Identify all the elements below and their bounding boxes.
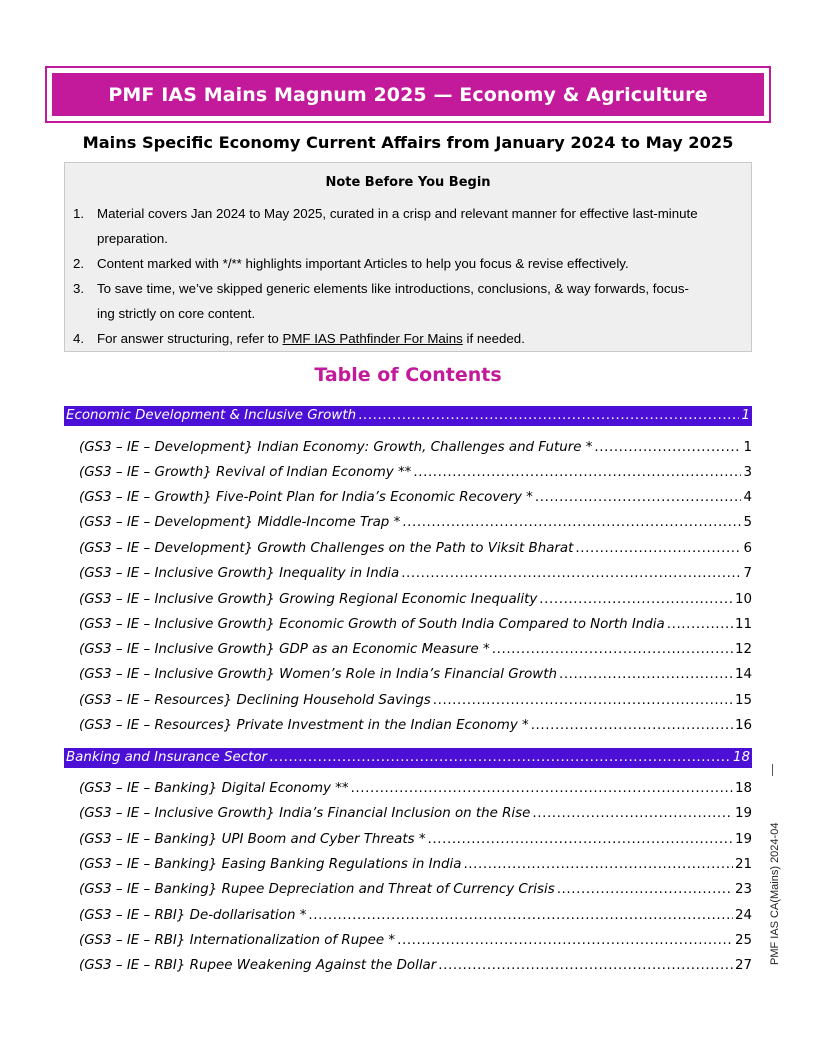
note-text: For answer structuring, refer to	[97, 331, 283, 346]
toc-entry[interactable]	[64, 777, 752, 797]
toc-page-number: 24	[734, 908, 752, 923]
toc-entry[interactable]	[64, 828, 752, 848]
toc-page-number: 3	[743, 465, 752, 480]
toc-page-number: 11	[734, 617, 752, 632]
toc-entry[interactable]	[64, 588, 752, 608]
header-banner	[45, 66, 771, 123]
toc-entry-title: (GS3 – IE – Banking} UPI Boom and Cyber Threats *	[79, 832, 426, 847]
toc-page-number: 7	[743, 566, 752, 581]
toc-entry-title: (GS3 – IE – Inclusive Growth} Economic Growth of South India Compared to North India	[79, 617, 665, 632]
toc-entry-title: (GS3 – IE – Development} Growth Challenges on the Path to Viksit Bharat	[79, 541, 574, 556]
toc-section-title: Banking and Insurance Sector	[66, 750, 268, 765]
toc-title: Table of Contents	[314, 364, 502, 386]
toc-entry[interactable]	[64, 689, 752, 709]
toc-leader	[492, 642, 733, 658]
toc-entry[interactable]	[64, 954, 752, 974]
toc-page-number: 25	[734, 933, 752, 948]
note-number: 3.	[73, 281, 85, 296]
note-text: Content marked with */** highlights important Articles to help you focus & revise effectively.	[97, 256, 629, 271]
toc-entry-title: (GS3 – IE – Development} Indian Economy: Growth, Challenges and Future *	[79, 440, 593, 455]
toc-page-number: 12	[734, 642, 752, 657]
toc-page-number: 5	[743, 515, 752, 530]
toc-entry[interactable]	[64, 613, 752, 633]
toc-entry[interactable]	[64, 537, 752, 557]
toc-leader	[539, 592, 733, 608]
toc-entry-title: (GS3 – IE – Growth} Revival of Indian Economy **	[79, 465, 412, 480]
margin-tick	[772, 764, 773, 776]
toc-leader	[532, 806, 733, 822]
note-item	[73, 251, 743, 276]
toc-leader	[575, 541, 741, 557]
toc-leader	[351, 781, 733, 797]
banner-title: PMF IAS Mains Magnum 2025 — Economy & Agriculture	[52, 73, 764, 116]
note-text: Material covers Jan 2024 to May 2025, curated in a crisp and relevant manner for effective last-minute	[97, 206, 698, 221]
toc-leader	[402, 515, 741, 531]
toc-leader	[308, 908, 733, 924]
toc-entry-title: (GS3 – IE – Resources} Declining Household Savings	[79, 693, 431, 708]
pathfinder-link[interactable]: PMF IAS Pathfinder For Mains	[282, 331, 463, 346]
toc-leader	[413, 465, 741, 481]
toc-page-number: 27	[734, 958, 752, 973]
toc-section-banking-insurance[interactable]	[64, 748, 752, 768]
toc-page-number: 19	[734, 832, 752, 847]
side-label: PMF IAS CA(Mains) 2024-04	[769, 822, 781, 965]
toc-leader	[559, 667, 733, 683]
toc-page-number: 4	[743, 490, 752, 505]
note-item	[73, 326, 743, 351]
toc-leader	[401, 566, 741, 582]
toc-page-number: 16	[734, 718, 752, 733]
toc-entry-title: (GS3 – IE – RBI} Rupee Weakening Against the Dollar	[79, 958, 437, 973]
toc-entry-title: (GS3 – IE – Growth} Five-Point Plan for India’s Economic Recovery *	[79, 490, 533, 505]
toc-entry[interactable]	[64, 663, 752, 683]
toc-leader	[269, 750, 731, 766]
note-item	[73, 201, 743, 251]
toc-page-number: 23	[734, 882, 752, 897]
note-number: 2.	[73, 256, 85, 271]
toc-entry-title: (GS3 – IE – Development} Middle-Income Trap *	[79, 515, 401, 530]
toc-entry[interactable]	[64, 853, 752, 873]
note-text-suffix: if needed.	[462, 331, 525, 346]
toc-leader	[397, 933, 733, 949]
note-text: To save time, we’ve skipped generic elements like introductions, conclusions, & way forwards, focus-	[97, 281, 689, 296]
toc-leader	[667, 617, 733, 633]
toc-page-number: 19	[734, 806, 752, 821]
toc-leader	[358, 408, 739, 424]
toc-entry[interactable]	[64, 714, 752, 734]
toc-page-number: 21	[734, 857, 752, 872]
toc-entry[interactable]	[64, 904, 752, 924]
note-item	[73, 276, 743, 326]
toc-entry[interactable]	[64, 562, 752, 582]
toc-page-number: 1	[743, 440, 752, 455]
note-number: 1.	[73, 206, 85, 221]
toc-entry[interactable]	[64, 486, 752, 506]
toc-entry[interactable]	[64, 802, 752, 822]
toc-page-number: 18	[732, 750, 750, 765]
note-list	[73, 201, 743, 351]
toc-page-number: 1	[741, 408, 750, 423]
note-number: 4.	[73, 331, 85, 346]
toc-page-number: 14	[734, 667, 752, 682]
toc-leader	[428, 832, 733, 848]
toc-entry[interactable]	[64, 461, 752, 481]
note-heading: Note Before You Begin	[325, 175, 491, 190]
toc-section-title: Economic Development & Inclusive Growth	[66, 408, 357, 423]
toc-page-number: 10	[734, 592, 752, 607]
toc-entry-title: (GS3 – IE – Inclusive Growth} GDP as an Economic Measure *	[79, 642, 490, 657]
toc-leader	[594, 440, 741, 456]
toc-entry-title: (GS3 – IE – Inclusive Growth} India’s Financial Inclusion on the Rise	[79, 806, 531, 821]
toc-entry-title: (GS3 – IE – RBI} Internationalization of Rupee *	[79, 933, 396, 948]
toc-page-number: 6	[743, 541, 752, 556]
toc-entry-title: (GS3 – IE – Inclusive Growth} Inequality in India	[79, 566, 400, 581]
toc-entry[interactable]	[64, 638, 752, 658]
toc-entry-title: (GS3 – IE – Inclusive Growth} Women’s Role in India’s Financial Growth	[79, 667, 557, 682]
toc-entry-title: (GS3 – IE – Resources} Private Investment in the Indian Economy *	[79, 718, 529, 733]
toc-page-number: 18	[734, 781, 752, 796]
toc-leader	[535, 490, 742, 506]
page-subtitle: Mains Specific Economy Current Affairs from January 2024 to May 2025	[82, 133, 734, 152]
note-box	[64, 162, 752, 352]
toc-leader	[463, 857, 733, 873]
toc-entry[interactable]	[64, 436, 752, 456]
toc-leader	[557, 882, 733, 898]
toc-entry-title: (GS3 – IE – RBI} De-dollarisation *	[79, 908, 307, 923]
toc-leader	[531, 718, 733, 734]
toc-leader	[433, 693, 733, 709]
toc-entry[interactable]	[64, 878, 752, 898]
note-text-cont: preparation.	[97, 231, 168, 246]
toc-leader	[438, 958, 733, 974]
toc-page-number: 15	[734, 693, 752, 708]
toc-entry[interactable]	[64, 511, 752, 531]
toc-entry-title: (GS3 – IE – Banking} Rupee Depreciation and Threat of Currency Crisis	[79, 882, 555, 897]
toc-entry-title: (GS3 – IE – Banking} Easing Banking Regulations in India	[79, 857, 462, 872]
note-text-cont: ing strictly on core content.	[97, 306, 256, 321]
toc-entry[interactable]	[64, 929, 752, 949]
toc-entry-title: (GS3 – IE – Banking} Digital Economy **	[79, 781, 349, 796]
toc-section-economic-development[interactable]	[64, 406, 752, 426]
toc-entry-title: (GS3 – IE – Inclusive Growth} Growing Regional Economic Inequality	[79, 592, 538, 607]
